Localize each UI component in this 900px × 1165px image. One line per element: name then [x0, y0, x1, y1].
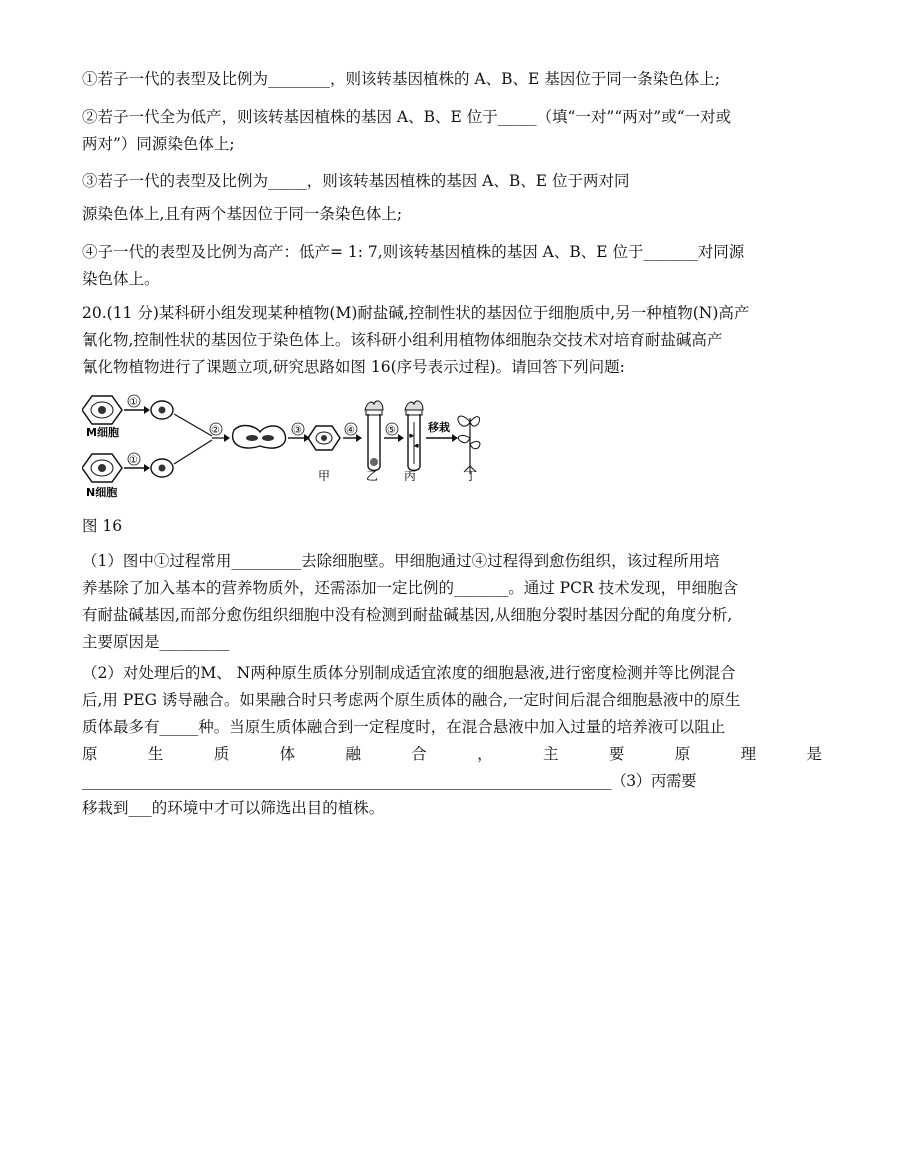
- step-2-label: ②: [211, 425, 220, 436]
- q19-item-3: ③若子一代的表型及比例为_____，则该转基因植株的基因 A、B、E 位于两对同: [82, 172, 630, 190]
- q19-item-4: ④子一代的表型及比例为高产：低产= 1: 7,则该转基因植株的基因 A、B、E 位于_______对同源 染色体上。: [82, 243, 745, 288]
- label-yi: 乙: [366, 469, 379, 483]
- q19-item-3-continued: 源染色体上,且有两个基因位于同一条染色体上;: [82, 205, 403, 223]
- label-ding: 丁: [465, 469, 478, 483]
- q20-part-1: （1）图中①过程常用_________去除细胞壁。甲细胞通过④过程得到愈伤组织，该过程所用培 养基除了加入基本的营养物质外，还需添加一定比例的_______。通过 PCR 技术发现，甲细胞含 有耐盐碱基因,而部分愈伤组织细胞中没有检测到耐盐碱基因,从细胞分裂时基因分配的角度分析, 主要原因是_________: [82, 552, 739, 651]
- step-4-label: ④: [346, 425, 355, 436]
- m-cell-label: M细胞: [86, 426, 119, 439]
- label-jia: 甲: [318, 469, 331, 483]
- q20-intro: 20.(11 分)某科研小组发现某种植物(M)耐盐碱,控制性状的基因位于细胞质中,另一种植物(N)高产 氰化物,控制性状的基因位于染色体上。该科研小组利用植物体细胞杂交技术对培育耐盐碱高产 氰化物植物进行了课题立项,研究思路如图 16(序号表示过程)。请回答下列问题:: [82, 304, 750, 376]
- n-protoplast-icon: [151, 459, 173, 477]
- step-1-label: ①: [129, 397, 138, 408]
- step-1b-label: ①: [129, 455, 138, 466]
- q19-item-2: ②若子一代全为低产，则该转基因植株的基因 A、B、E 位于_____（填“一对”“两对”或“一对或 两对”）同源染色体上;: [82, 108, 732, 153]
- transplant-label: 移栽: [428, 421, 450, 434]
- figure-16-diagram: [82, 392, 482, 504]
- n-cell-label: N细胞: [86, 486, 118, 499]
- m-cell-icon: [82, 396, 122, 424]
- fused-protoplast-icon: [233, 426, 286, 449]
- figure-caption: 图 16: [82, 517, 123, 535]
- test-tube-plantlet-icon: [405, 401, 423, 471]
- test-tube-callus-icon: [365, 401, 383, 471]
- q19-item-1: ①若子一代的表型及比例为________，则该转基因植株的 A、B、E 基因位于同一条染色体上;: [82, 70, 720, 88]
- plant-icon: [458, 416, 480, 474]
- label-bing: 丙: [404, 469, 417, 483]
- step-3-label: ③: [293, 425, 302, 436]
- q20-part-2: （2）对处理后的M、 N两种原生质体分别制成适宜浓度的细胞悬液,进行密度检测并等比例混合 后,用 PEG 诱导融合。如果融合时只考虑两个原生质体的融合,一定时间后混合细胞悬液中的原生 质体最多有_____种。当原生质体融合到一定程度时，在混合悬液中加入过量的培养液可以阻止 原 生 质 体 融 合 ， 主 要 原 理 是 ________________________________________________________________________（3）丙需要 移栽到___的环境中才可以筛选出目的植株。: [82, 664, 822, 817]
- n-cell-icon: [82, 454, 122, 482]
- m-protoplast-icon: [151, 401, 173, 419]
- step-5-label: ⑤: [387, 425, 396, 436]
- hybrid-cell-icon: [308, 426, 340, 450]
- spread-line: 原 生 质 体 融 合 ， 主 要 原 理 是: [82, 745, 822, 763]
